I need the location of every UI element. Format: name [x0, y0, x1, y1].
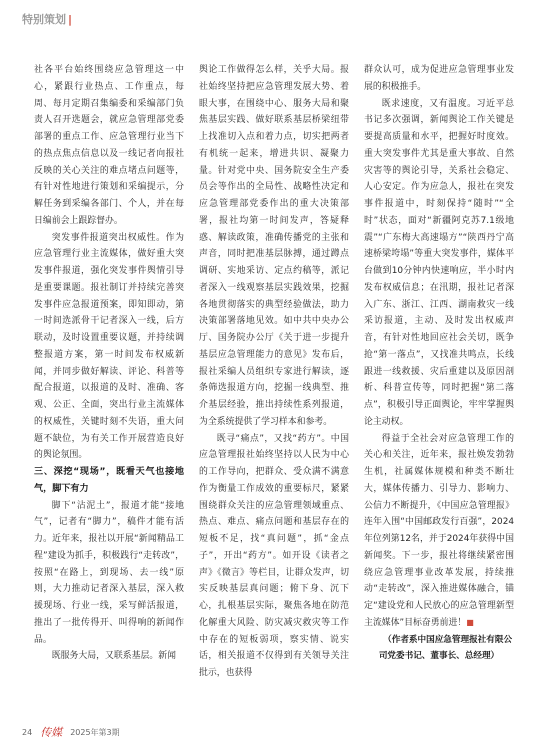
- column-middle: [199, 62, 349, 682]
- paragraph: 既求速度，又有温度。习近平总书记多次强调，新闻舆论工作关键是要提高质量和水平，把握好时度效。重大突发事件尤其是重大事故、自然灾害等的舆论引导，关系社会稳定、人心安定。作为应急人，报社在突发事件报道中，时刻保持“随时”“全时”状态，面对“新疆阿克苏7.1级地震”“广东梅大高速塌方”“陕西丹宁高速桥梁垮塌”等重大突发事件，媒体平台做到10分钟内快速响应，半小时内发布权威信息；在汛期，报社记者深入广东、浙江、江西、湖南救灾一线采访报道，主动、及时发出权威声音，有针对性地回应社会关切，既争抢“第一落点”，又找准共鸣点，长线跟进一线救援、灾后重建以及原因剖析、科普宣传等，同时把握“第二落点”，积极引导正面舆论，牢牢掌握舆论主动权。: [364, 98, 514, 427]
- paragraph: 舆论工作做得怎么样，关乎大局。报社始终坚持把应急管理发展大势、着眼大事，在围绕中心、服务大局和聚焦基层实践、做好联系基层桥梁纽带上找准切入点和着力点，切实把两者有机统一起来，增进共识、凝聚力量。针对党中央、国务院安全生产委员会等作出的全局性、战略性决定和应急管理部党委作出的重大决策部署，报社均第一时间发声，答疑释惑、解读政策，准确传播党的主张和声音，同时把准基层脉搏，通过蹲点调研、实地采访、定点约稿等，派记者深入一线观察基层实践效果，挖掘各地贯彻落实的典型经验做法，助力决策部署落地见效。如中共中央办公厅、国务院办公厅《关于进一步提升基层应急管理能力的意见》发布后，报社采编人员组织专家进行解读，逐条筛选报道方向，挖掘一线典型、推介基层经验，推出持续性系列报道，为全系统提供了学习样本和参考。: [199, 65, 349, 427]
- column-right: [364, 62, 514, 665]
- section-title: 特别策划: [22, 13, 66, 26]
- section-divider: |: [68, 13, 73, 26]
- paragraph-text: 得益于全社会对应急管理工作的关心和关注，近年来，报社焕发勃勃生机，社属媒体规模和种类不断壮大，媒体传播力、引导力、影响力、公信力不断提升，《中国应急管理报》连年入围“中国邮政发行百强”，2024年位列第12名，并于2024年获得中国新闻奖。下一步，报社将继续紧密围绕应急管理事业改革发展，持续推动“走转改”，深入推进媒体融合，锚定“建设党和人民放心的应急管理新型主流媒体”目标奋勇前进！: [364, 433, 514, 628]
- section-header: [22, 11, 72, 27]
- paragraph: 既服务大局，又联系基层。新闻: [51, 651, 177, 662]
- page-footer: [22, 724, 120, 740]
- section-heading: 三、深挖“现场”，既看天气也接地气，脚下有力: [34, 467, 184, 494]
- paragraph: [364, 431, 514, 632]
- magazine-logo: 传媒: [40, 726, 63, 739]
- end-mark-icon: ■: [466, 617, 474, 627]
- column-left: [34, 62, 184, 665]
- paragraph: 群众认可，成为促进应急管理事业发展的积极推手。: [364, 65, 514, 92]
- author-note: （作者系中国应急管理报社有限公司党委书记、董事长、总经理）: [378, 634, 513, 662]
- paragraph: 突发事件报道突出权威性。作为应急管理行业主流媒体，做好重大突发事件报道，强化突发事件舆情引导是重要课题。报社制订并持续完善突发事件应急报道预案，即知即动，第一时间选派骨干记者深入一线，后方联动，及时设置重要议题，并持续调整报道方案，第一时间发布权威新闻，并同步做好解读、评论、科普等配合报道，以报道的及时、准确、客观、公正、全面，突出行业主流媒体的权威性，关键时刻不失语，重大问题不缺位，为有关工作开展营造良好的舆论氛围。: [34, 232, 184, 461]
- paragraph: 脚下“沾泥土”，报道才能“接地气”，记者有“脚力”，稿件才能有活力。近年来，报社以开展“新闻精品工程”建设为抓手，积极践行“走转改”，按照“在路上，到现场、去一线”原则，大力推动记者深入基层，深入救援现场、行业一线，采写鲜活报道，推出了一批传得开、叫得响的新闻作品。: [34, 500, 184, 645]
- page-number: 24: [22, 727, 33, 737]
- paragraph: 社各平台始终围绕应急管理这一中心，紧跟行业热点、工作重点，每周、每月定期召集编委和采编部门负责人召开选题会，就应急管理部党委部署的重点工作、应急管理行业当下的热点焦点信息以及一线记者向报社反映的关心关注的难点堵点问题等，有针对性地进行策划和采编提示，分解任务到采编各部门、个人，并在每日编前会上跟踪督办。: [34, 65, 184, 226]
- issue-label: 2025年第3期: [70, 727, 120, 737]
- paragraph: 既寻“痛点”，又找“药方”。中国应急管理报社始终坚持以人民为中心的工作导向，把群众、受众满不满意作为衡量工作成效的重要标尺，紧紧围绕群众关注的应急管理领域重点、热点、难点、痛点问题和基层存在的短板不足，找“真问题”，抓“金点子”，开出“药方”。如开设《读者之声》《微言》等栏目，让群众发声，切实反映基层真问题；俯下身、沉下心，扎根基层实际，聚焦各地在防范化解重大风险、防灾减灾救灾等工作中存在的短板弱项，察实情、说实话，相关报道不仅得到有关领导关注批示，也获得: [199, 433, 349, 678]
